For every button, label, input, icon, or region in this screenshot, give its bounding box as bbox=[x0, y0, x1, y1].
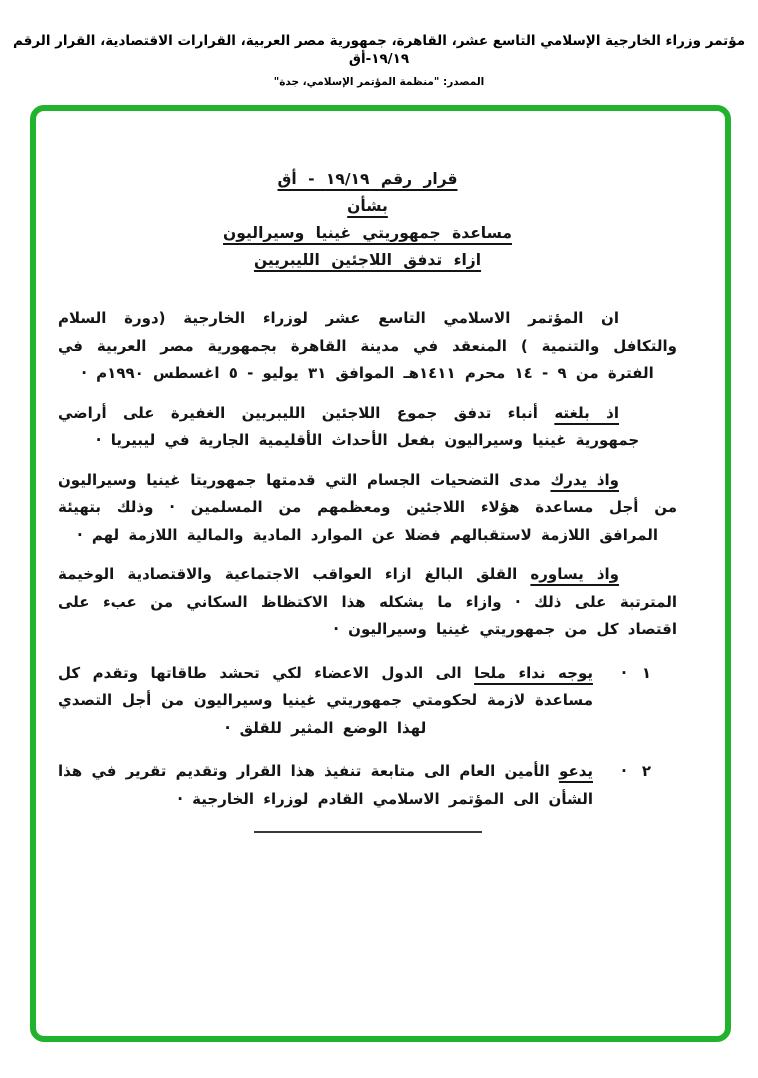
resolution-subject-line2: ازاء تدفق اللاجئين الليبريين bbox=[253, 251, 482, 269]
resolution-title-block bbox=[58, 171, 677, 269]
item-lead: يوجه نداء ملحا bbox=[474, 663, 593, 682]
clause-lead: واذ يساوره bbox=[530, 565, 619, 583]
operative-item-2 bbox=[58, 758, 677, 813]
item-dot: · bbox=[621, 762, 627, 780]
clause-text: أنباء تدفق جموع اللاجئين الليبريين الغفيرة على أراضي جمهورية غينيا وسيراليون بفعل الأحداث الأقليمية الجارية في ليبيريا · bbox=[58, 403, 640, 449]
item-dot: · bbox=[621, 663, 627, 682]
item-text bbox=[58, 758, 593, 813]
item-marker bbox=[593, 758, 677, 813]
clause-text: القلق البالغ ازاء العواقب الاجتماعية والاقتصادية الوخيمة المترتبة على ذلك · وازاء ما يشكله هذا الاكتظاظ السكاني من عبء على اقتصاد كل من جمهوريتي غينيا وسيراليون · bbox=[58, 565, 677, 638]
citation-header bbox=[0, 32, 758, 88]
operative-item-1 bbox=[58, 660, 677, 743]
clause-lead: اذ بلغته bbox=[554, 403, 619, 422]
resolution-number-line: قرار رقم ١٩/١٩ - أق bbox=[277, 170, 458, 188]
item-body: الى الدول الاعضاء لكي تحشد طاقاتها وتقدم كل مساعدة لازمة لحكومتي جمهوريتي غينيا وسيراليون من أجل التصدي لهذا الوضع المثير للقلق · bbox=[58, 663, 593, 737]
item-lead: يدعو bbox=[559, 762, 593, 780]
resolution-subject-word: بشأن bbox=[347, 197, 388, 215]
item-marker bbox=[593, 660, 677, 743]
item-text bbox=[58, 660, 593, 743]
end-divider bbox=[254, 831, 482, 833]
preamble-opening-paragraph: ان المؤتمر الاسلامي التاسع عشر لوزراء الخارجية (دورة السلام والتكافل والتنمية ) المنعقد في مدينة القاهرة بجمهورية مصر العربية في الفترة من ٩ - ١٤ محرم ١٤١١هـ الموافق ٣١ يوليو - ٥ اغسطس ١٩٩٠م · bbox=[58, 309, 677, 382]
document-frame bbox=[30, 105, 731, 1042]
preamble-clause-1 bbox=[58, 400, 677, 455]
item-number: ١ bbox=[641, 663, 651, 682]
document-content bbox=[36, 111, 725, 1036]
citation-line: مؤتمر وزراء الخارجية الإسلامي التاسع عشر، القاهرة، جمهورية مصر العربية، القرارات الاقتصادية، القرار الرقم ١٩/١٩-أق bbox=[12, 33, 746, 67]
source-line: المصدر: "منظمة المؤتمر الإسلامي، جدة" bbox=[273, 76, 485, 88]
item-body: الأمين العام الى متابعة تنفيذ هذا القرار وتقديم تقرير في هذا الشأن الى المؤتمر الاسلامي القادم لوزراء الخارجية · bbox=[58, 762, 593, 808]
clause-text: مدى التضحيات الجسام التي قدمتها جمهوريتا غينيا وسيراليون من أجل مساعدة هؤلاء اللاجئين ومعظمهم من المسلمين · وذلك بتهيئة المرافق اللازمة لاستقبالهم فضلا عن الموارد المادية والمالية اللازمة لهم · bbox=[58, 470, 677, 544]
clause-lead: واذ يدرك bbox=[550, 470, 619, 489]
preamble-clause-2 bbox=[58, 467, 677, 550]
resolution-subject-line1: مساعدة جمهوريتي غينيا وسيراليون bbox=[223, 224, 512, 242]
preamble-clause-3 bbox=[58, 561, 677, 644]
item-number: ٢ bbox=[641, 762, 651, 780]
